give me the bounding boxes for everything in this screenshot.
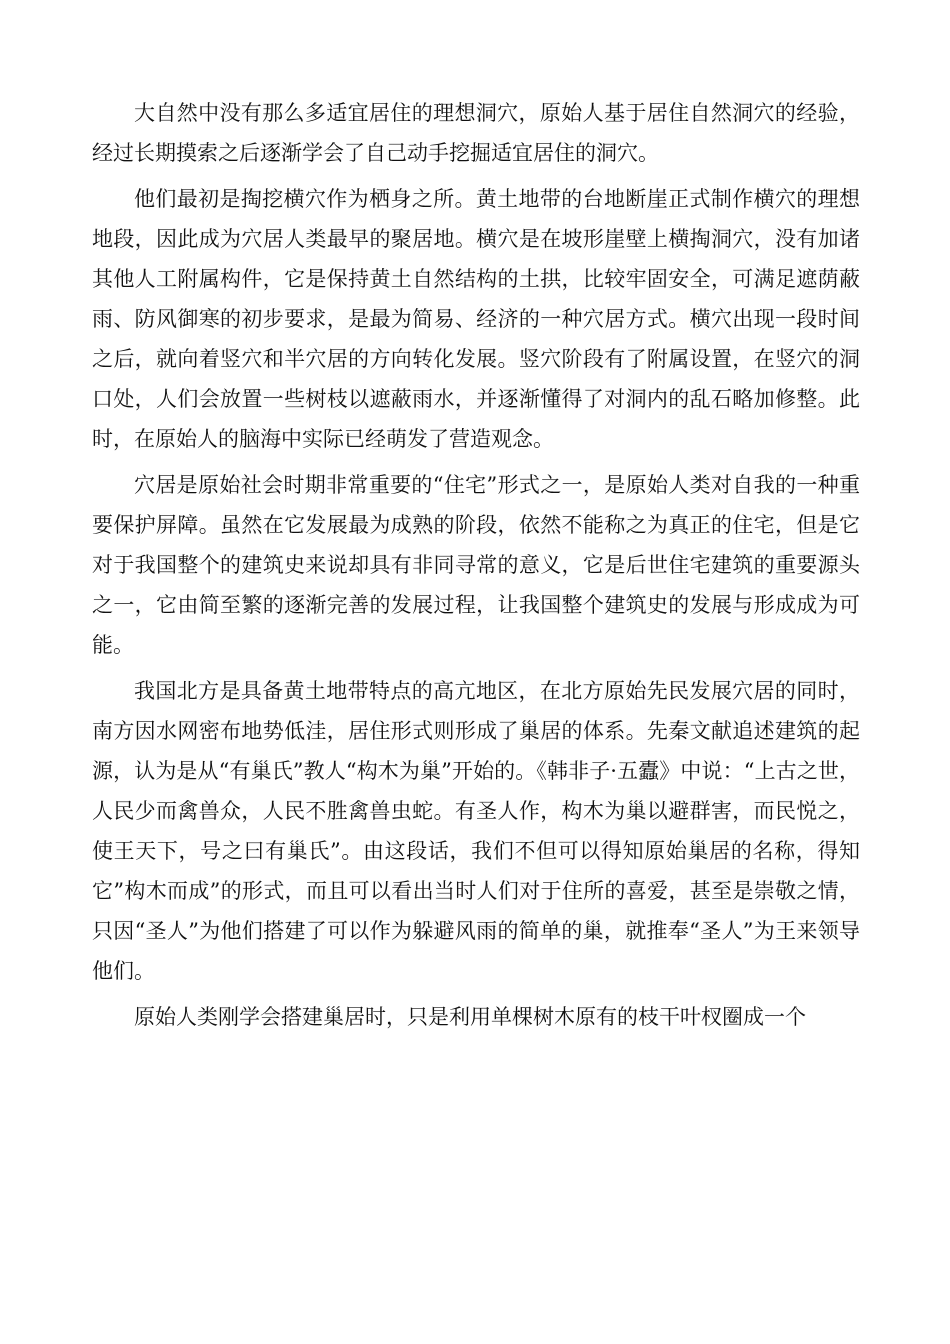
paragraph-3: 穴居是原始社会时期非常重要的“住宅”形式之一，是原始人类对自我的一种重要保护屏障。虽然在它发展最为成熟的阶段，依然不能称之为真正的住宅，但是它对于我国整个的建筑史来说却具有非同寻常的意义，它是后世住宅建筑的重要源头之一，它由简至繁的逐渐完善的发展过程，让我国整个建筑史的发展与形成成为可能。: [92, 473, 860, 657]
paragraph-1: 大自然中没有那么多适宜居住的理想洞穴，原始人基于居住自然洞穴的经验，经过长期摸索之后逐渐学会了自己动手挖掘适宜居住的洞穴。: [92, 101, 860, 165]
paragraph-4: 我国北方是具备黄土地带特点的高亢地区，在北方原始先民发展穴居的同时，南方因水网密布地势低洼，居住形式则形成了巢居的体系。先秦文献追述建筑的起源，认为是从“有巢氏”教人“构木为巢”开始的。《韩非子·五蠹》中说：“上古之世，人民少而禽兽众，人民不胜禽兽虫蛇。有圣人作，构木为巢以避群害，而民悦之，使王天下，号之曰有巢氏”。由这段话，我们不但可以得知原始巢居的名称，得知它”构木而成”的形式，而且可以看出当时人们对于住所的喜爱，甚至是崇敬之情，只因“圣人”为他们搭建了可以作为躲避风雨的简单的巢，就推奉“圣人”为王来领导他们。: [92, 679, 860, 983]
paragraph-2: 他们最初是掏挖横穴作为栖身之所。黄土地带的台地断崖正式制作横穴的理想地段，因此成为穴居人类最早的聚居地。横穴是在坡形崖壁上横掏洞穴，没有加诸其他人工附属构件，它是保持黄土自然结构的土拱，比较牢固安全，可满足遮荫蔽雨、防风御寒的初步要求，是最为简易、经济的一种穴居方式。横穴出现一段时间之后，就向着竖穴和半穴居的方向转化发展。竖穴阶段有了附属设置，在竖穴的洞口处，人们会放置一些树枝以遮蔽雨水，并逐渐懂得了对洞内的乱石略加修整。此时，在原始人的脑海中实际已经萌发了营造观念。: [92, 187, 860, 451]
paragraph-5: 原始人类刚学会搭建巢居时，只是利用单棵树木原有的枝干叶杈圈成一个: [134, 1005, 806, 1029]
document-body: [92, 93, 860, 1037]
